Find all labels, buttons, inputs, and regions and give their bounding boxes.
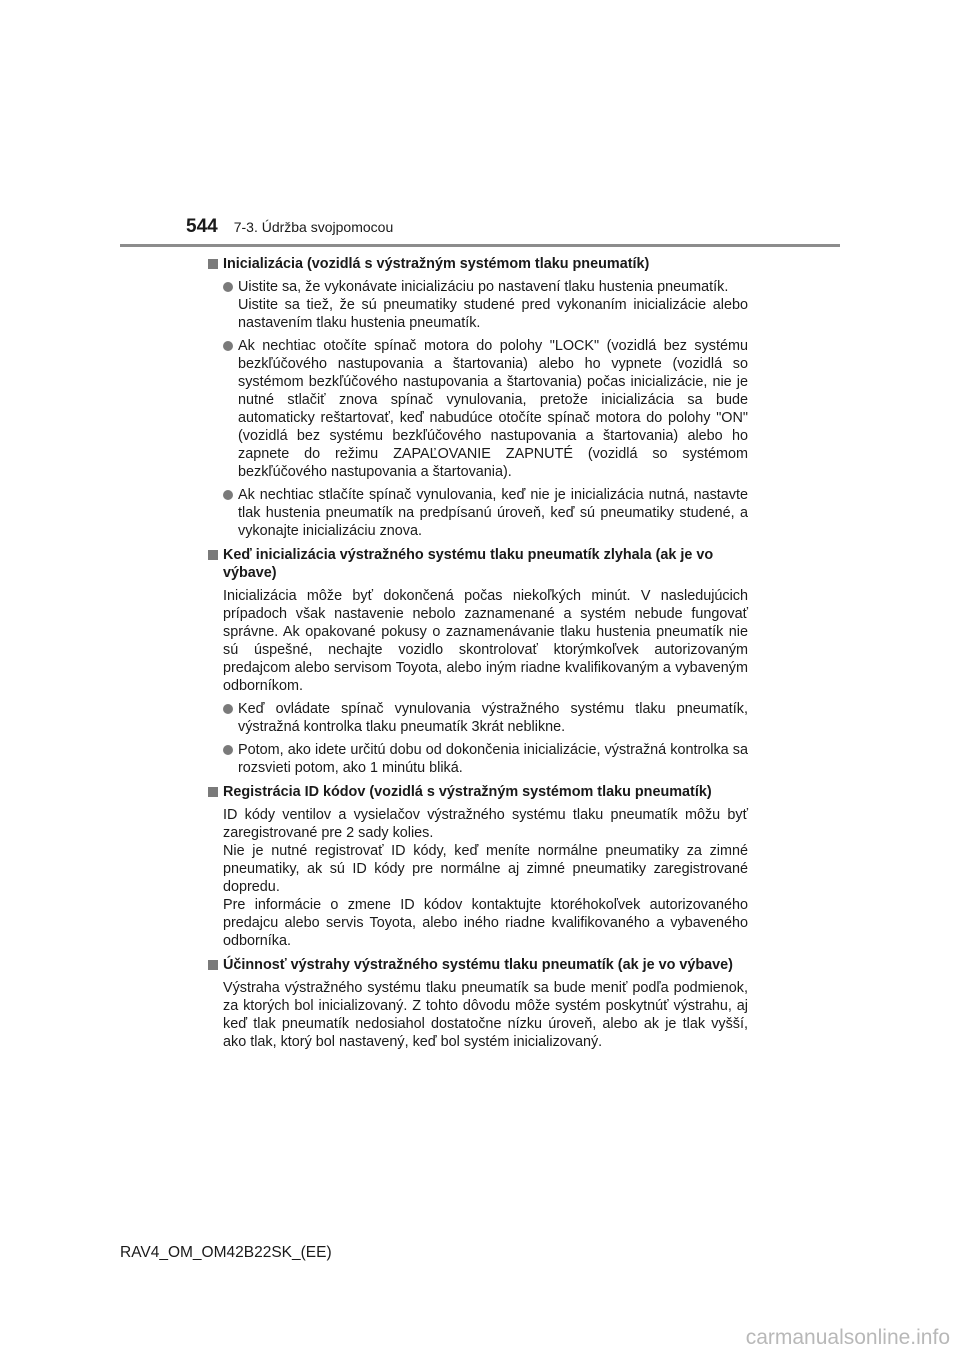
bullet-item: Keď ovládate spínač vynulovania výstražného systému tlaku pneumatík, výstražná kontrolka tlaku pneumatík 3krát neblikne. (223, 700, 748, 736)
square-bullet-icon (208, 259, 218, 269)
section-heading: Účinnosť výstrahy výstražného systému tlaku pneumatík (ak je vo výbave) (208, 956, 748, 974)
header-rule (120, 244, 840, 247)
section-warning-effectiveness (208, 956, 748, 1051)
watermark: carmanualsonline.info (745, 1326, 950, 1349)
bullet-item: Potom, ako idete určitú dobu od dokončenia inicializácie, výstražná kontrolka sa rozsvieti potom, ako 1 minútu bliká. (223, 741, 748, 777)
square-bullet-icon (208, 960, 218, 970)
section-id-registration (208, 783, 748, 950)
section-paragraph: Výstraha výstražného systému tlaku pneumatík sa bude meniť podľa podmienok, za ktorých bol inicializovaný. Z tohto dôvodu môže systém poskytnúť výstrahu, aj keď tlak pneumatík nedosiahol dostatočne nízku úroveň, alebo ak je tlak vyšší, ako tlak, ktorý bol nastavený, keď bol systém inicializovaný. (223, 980, 748, 1050)
circle-bullet-icon (223, 490, 233, 500)
bullet-item: Uistite sa, že vykonávate inicializáciu po nastavení tlaku hustenia pneumatík. Uistite sa tiež, že sú pneumatiky studené pred vykonaním inicializácie alebo nastavením tlaku hustenia pneumatík. (223, 278, 748, 332)
page-header (186, 216, 393, 238)
section-heading: Inicializácia (vozidlá s výstražným systémom tlaku pneumatík) (208, 255, 748, 273)
document-code: RAV4_OM_OM42B22SK_(EE) (120, 1244, 332, 1261)
section-init-failure (208, 546, 748, 777)
circle-bullet-icon (223, 282, 233, 292)
square-bullet-icon (208, 787, 218, 797)
bullet-item: Ak nechtiac stlačíte spínač vynulovania, keď nie je inicializácia nutná, nastavte tlak hustenia pneumatík na predpísanú úroveň, keď sú pneumatiky studené, a vykonajte inicializáciu znova. (223, 486, 748, 540)
section-paragraph: ID kódy ventilov a vysielačov výstražného systému tlaku pneumatík môžu byť zaregistrované pre 2 sady kolies. Nie je nutné registrovať ID kódy, keď meníte normálne pneumatiky za zimné pneumatiky, ak sú ID kódy pre normálne aj zimné pneumatiky zaregistrované dopredu. Pre informácie o zmene ID kódov kontaktujte ktoréhokoľvek autorizovaného predajcu alebo servis Toyota, alebo iného riadne kvalifikovaného a vybaveného odborníka. (223, 807, 748, 949)
page-number: 544 (186, 216, 218, 237)
section-heading: Registrácia ID kódov (vozidlá s výstražným systémom tlaku pneumatík) (208, 783, 748, 801)
section-paragraph: Inicializácia môže byť dokončená počas niekoľkých minút. V nasledujúcich prípadoch však nastavenie nebolo zaznamenané a systém nebude fungovať správne. Ak opakované pokusy o zaznamenávanie tlaku hustenia pneumatík nie sú úspešné, nechajte vozidlo skontrolovať ktorýmkoľvek autorizovaným predajcom alebo servisom Toyota, alebo iným riadne kvalifikovaným a vybaveným odborníkom. (223, 588, 748, 694)
circle-bullet-icon (223, 341, 233, 351)
circle-bullet-icon (223, 704, 233, 714)
section-heading: Keď inicializácia výstražného systému tlaku pneumatík zlyhala (ak je vo výbave) (208, 546, 748, 582)
chapter-title: 7-3. Údržba svojpomocou (233, 219, 394, 235)
circle-bullet-icon (223, 745, 233, 755)
square-bullet-icon (208, 550, 218, 560)
bullet-item: Ak nechtiac otočíte spínač motora do polohy "LOCK" (vozidlá bez systému bezkľúčového nastupovania a štartovania) alebo ho vypnete (vozidlá so systémom bezkľúčového nastupovania a štartovania) počas inicializácie, nie je nutné stlačiť znova spínač vynulovania, pretože inicializácia sa bude automaticky reštartovať, keď nabudúce otočíte spínač motora do polohy "ON" (vozidlá bez systému bezkľúčového nastupovania a štartovania) alebo ho zapnete do režimu ZAPAĽOVANIE ZAPNUTÉ (vozidlá so systémom bezkľúčového nastupovania a štartovania). (223, 337, 748, 481)
section-initialization (208, 255, 748, 540)
main-content (208, 255, 748, 1057)
